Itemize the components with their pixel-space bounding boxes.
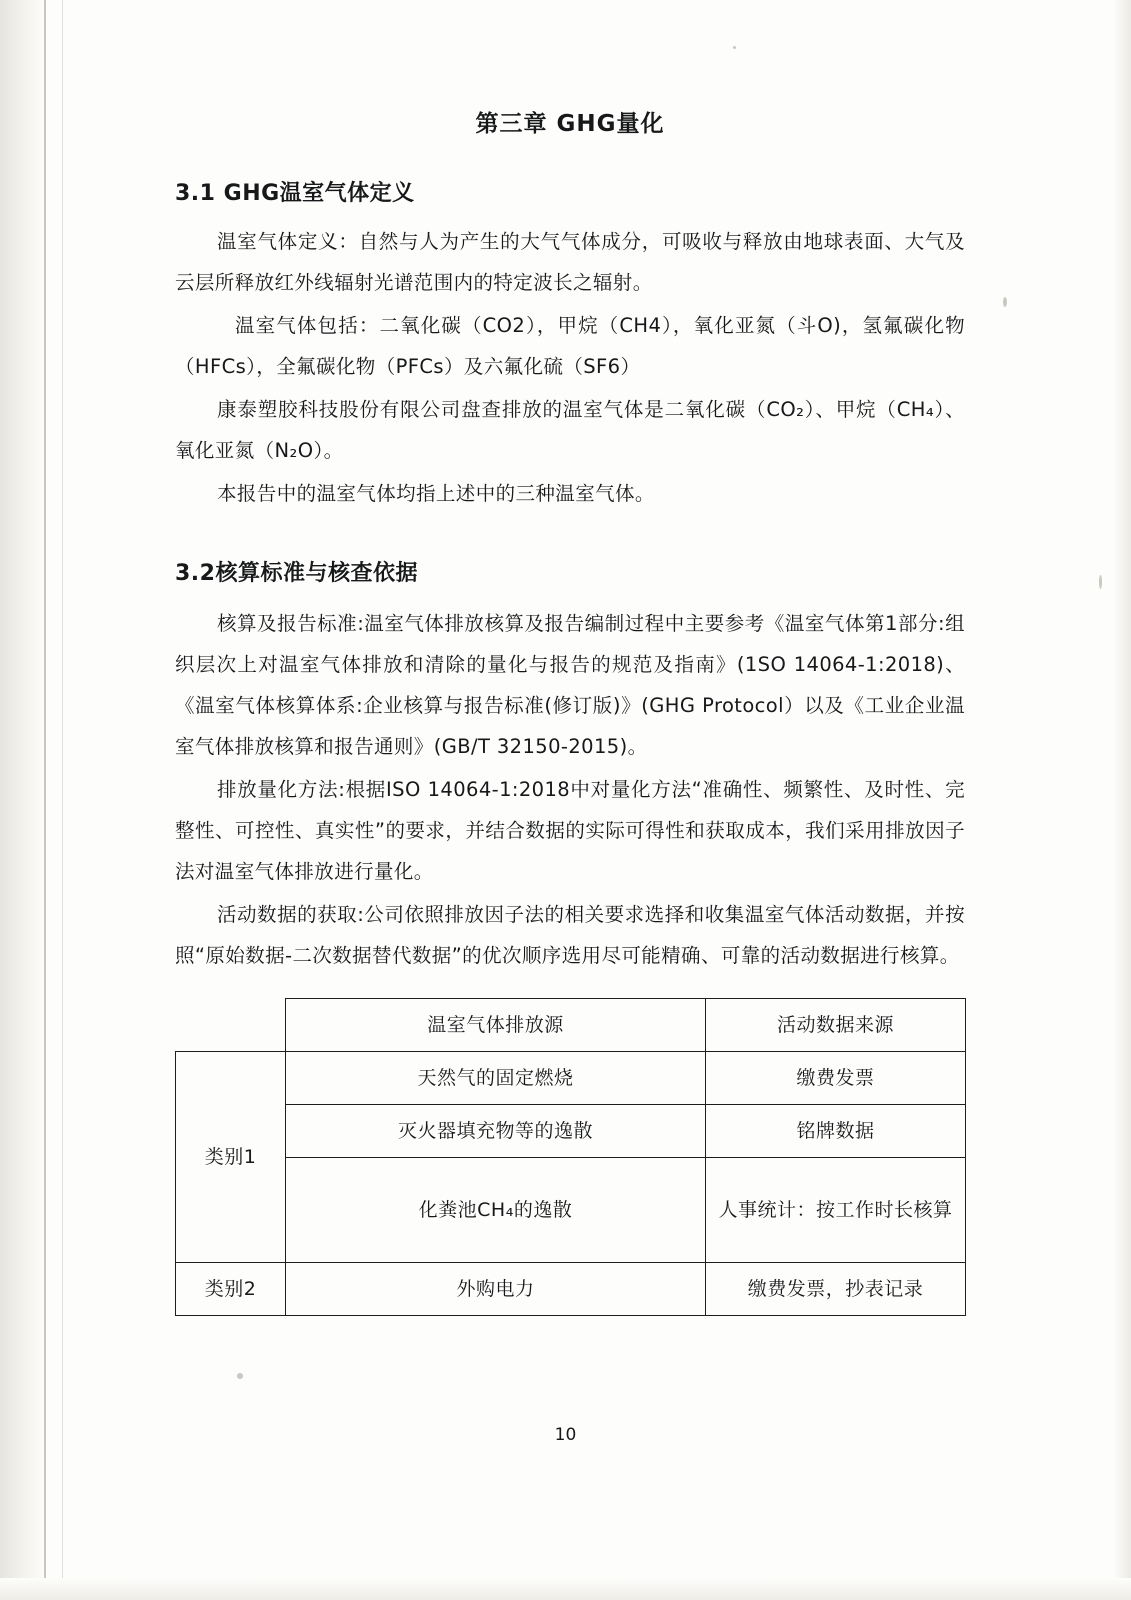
paragraph-accounting-standards: 核算及报告标准:温室气体排放核算及报告编制过程中主要参考《温室气体第1部分:组织层次上对温室气体排放和清除的量化与报告的规范及指南》(1SO 14064-1:2018)、《温室气体核算体系:企业核算与报告标准(修订版)》(GHG Protocol）以及《工业企业温室气体排放核算和报告通则》(GB/T 32150-2015)。 [175, 612, 965, 758]
table-header-source: 温室气体排放源 [286, 999, 706, 1052]
scan-right-edge [1113, 0, 1131, 1600]
scan-speck [237, 1373, 243, 1379]
table-cell-data-source: 人事统计：按工作时长核算 [706, 1158, 966, 1263]
table-cell-source: 外购电力 [286, 1263, 706, 1316]
table-row [176, 1263, 966, 1316]
table-row [176, 1052, 966, 1105]
paragraph-ghg-definition: 温室气体定义：自然与人为产生的大气气体成分，可吸收与释放由地球表面、大气及云层所释放红外线辐射光谱范围内的特定波长之辐射。 [175, 230, 965, 294]
scan-speck [733, 46, 736, 49]
scan-bottom-edge [0, 1578, 1131, 1600]
table-header-blank [176, 999, 286, 1052]
table-cell-data-source: 铭牌数据 [706, 1105, 966, 1158]
table-cell-source: 化粪池CH₄的逸散 [286, 1158, 706, 1263]
paragraph-quantification-method: 排放量化方法:根据ISO 14064-1:2018中对量化方法“准确性、频繁性、及时性、完整性、可控性、真实性”的要求，并结合数据的实际可得性和获取成本，我们采用排放因子法对温室气体排放进行量化。 [175, 778, 965, 883]
table-cell-data-source: 缴费发票，抄表记录 [706, 1263, 966, 1316]
table-cell-source: 天然气的固定燃烧 [286, 1052, 706, 1105]
page-title: 第三章 GHG量化 [475, 111, 665, 137]
table-cell-source: 灭火器填充物等的逸散 [286, 1105, 706, 1158]
scan-speck [1003, 297, 1007, 307]
table-cell-category-1: 类别1 [176, 1052, 286, 1263]
page-number: 10 [554, 1425, 577, 1445]
paragraph-activity-data: 活动数据的获取:公司依照排放因子法的相关要求选择和收集温室气体活动数据，并按照“原始数据-二次数据替代数据”的优次顺序选用尽可能精确、可靠的活动数据进行核算。 [175, 903, 965, 967]
scan-left-edge [0, 0, 46, 1600]
table-row [176, 1105, 966, 1158]
paragraph-company-scope: 康泰塑胶科技股份有限公司盘查排放的温室气体是二氧化碳（CO₂）、甲烷（CH₄）、氧化亚氮（N₂O）。 [175, 398, 965, 462]
table-cell-category-2: 类别2 [176, 1263, 286, 1316]
table-cell-data-source: 缴费发票 [706, 1052, 966, 1105]
table-header-row [176, 999, 966, 1052]
section-heading-3-1: 3.1 GHG温室气体定义 [175, 181, 415, 206]
table-header-data-source: 活动数据来源 [706, 999, 966, 1052]
scan-binding-line-secondary [62, 0, 63, 1600]
document-body [175, 105, 965, 1316]
emission-source-table [175, 998, 966, 1316]
paragraph-ghg-list: 温室气体包括：二氧化碳（CO2），甲烷（CH4），氧化亚氮（斗O)，氢氟碳化物（HFCs），全氟碳化物（PFCs）及六氟化硫（SF6） [175, 314, 965, 378]
table-row [176, 1158, 966, 1263]
paragraph-report-scope: 本报告中的温室气体均指上述中的三种温室气体。 [217, 482, 655, 505]
section-heading-3-2: 3.2核算标准与核查依据 [175, 561, 418, 586]
scan-binding-line [44, 0, 46, 1600]
scan-speck [1099, 575, 1102, 589]
